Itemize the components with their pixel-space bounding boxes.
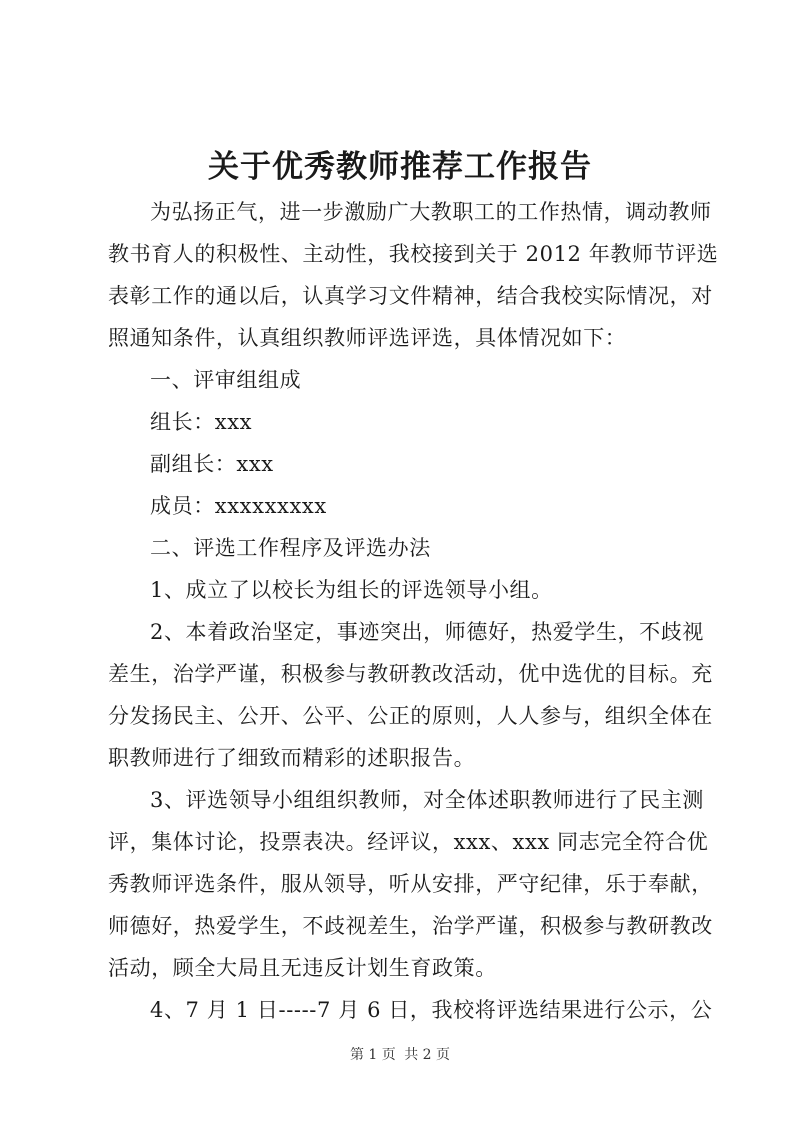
paragraph-line: 秀教师评选条件，服从领导，听从安排，严守纪律，乐于奉献， xyxy=(108,872,713,896)
paragraph-line: 评，集体讨论，投票表决。经评议，xxx、xxx 同志完全符合优 xyxy=(108,830,709,854)
paragraph-line: 教书育人的积极性、主动性，我校接到关于 2012 年教师节评选 xyxy=(108,242,719,266)
paragraph-line: 1、成立了以校长为组长的评选领导小组。 xyxy=(150,578,553,602)
section-heading: 一、评审组组成 xyxy=(150,368,302,392)
paragraph-line: 副组长：xxx xyxy=(150,452,274,476)
page-number: 第 1 页 xyxy=(349,1047,396,1063)
paragraph-line: 活动，顾全大局且无违反计划生育政策。 xyxy=(108,956,497,980)
paragraph-line: 职教师进行了细致而精彩的述职报告。 xyxy=(108,746,476,770)
document-title: 关于优秀教师推荐工作报告 xyxy=(208,149,592,185)
paragraph-line: 照通知条件，认真组织教师评选评选，具体情况如下： xyxy=(108,326,627,350)
paragraph-line: 成员：xxxxxxxxx xyxy=(150,494,327,518)
page-total: 共 2 页 xyxy=(404,1047,451,1063)
paragraph-line: 2、本着政治坚定，事迹突出，师德好，热爱学生，不歧视 xyxy=(150,620,704,644)
paragraph-line: 4、7 月 1 日-----7 月 6 日，我校将评选结果进行公示，公 xyxy=(150,998,713,1022)
paragraph-line: 3、评选领导小组组织教师，对全体述职教师进行了民主测 xyxy=(150,788,704,812)
page-footer xyxy=(0,1044,800,1064)
paragraph-line: 表彰工作的通以后，认真学习文件精神，结合我校实际情况，对 xyxy=(108,284,713,308)
paragraph-line: 分发扬民主、公开、公平、公正的原则，人人参与，组织全体在 xyxy=(108,704,713,728)
section-heading: 二、评选工作程序及评选办法 xyxy=(150,536,431,560)
paragraph-line: 组长：xxx xyxy=(150,410,253,434)
paragraph-line: 差生，治学严谨，积极参与教研教改活动，优中选优的目标。充 xyxy=(108,662,713,686)
paragraph-line: 师德好，热爱学生，不歧视差生，治学严谨，积极参与教研教改 xyxy=(108,914,713,938)
paragraph-line: 为弘扬正气，进一步激励广大教职工的工作热情，调动教师 xyxy=(150,200,712,224)
